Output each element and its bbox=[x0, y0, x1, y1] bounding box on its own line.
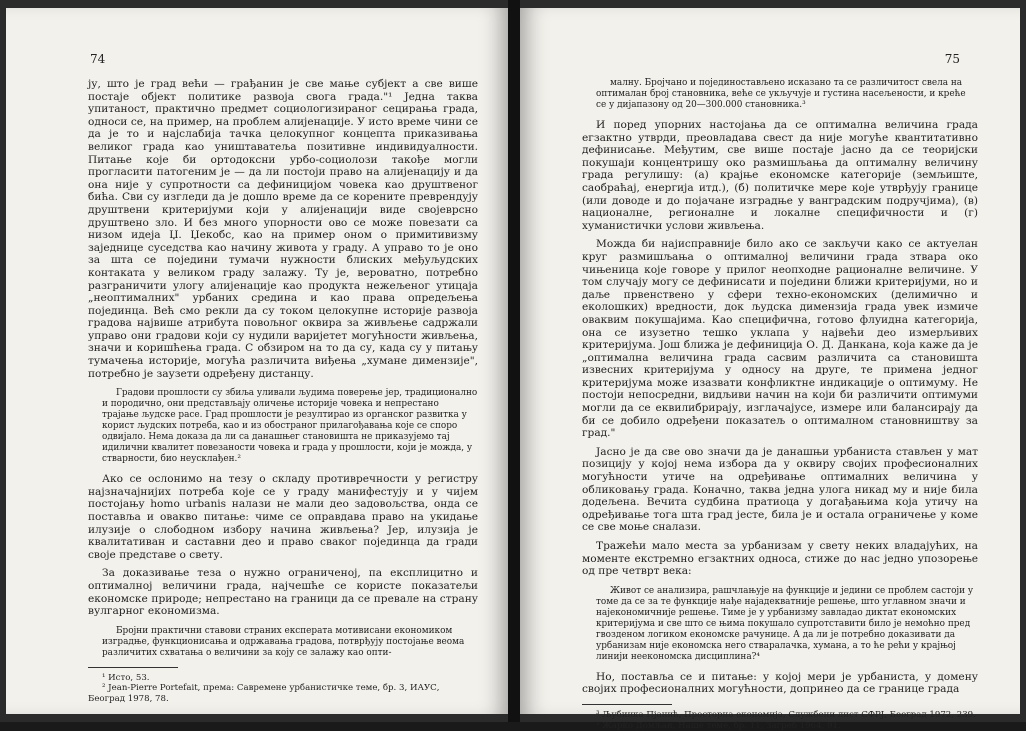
left-paragraph-1: ју, што је град већи — грађанин је све мање субјект а све више постаје објект политике развоја свога града."¹ Једна таква упитаност, практично предмет социологизираног сецирања града, односи се, на пример, на проблем алијенације. У исто време чини се да је то и најслабија тачка целокупног концепта приказивања великог града као уништаватеља позитивне индивидуалности. Питање које би ортодоксни урбо-социолози такође могли прогласити патогеним је — да ли постоји право на алијенацију и да она није у супротности са дефиницијом човека као друштвеног бића. Сви су изгледи да је дошло време да се корените преврендују друштвени критеријуми који у алијенацији виде својеврсно друштвено зло. И без много упорности ово се може повезати са низом идеја Џ. Џекобс, као на пример оном о примитивизму заједнице суседства као начину живота у граду. А управо то је оно за шта се поједини тумачи нужности блиских међуљудских контаката у великом граду залажу. Ту је, вероватно, потребно разграничити улогу алијенације као продукта нежељеног утицаја „неоптималних" урбаних средина и као права опредељења појединца. Већ смо рекли да су током целокупне историје развоја градова највише атрибута повољног оквира за живљење садржали управо они градови који су нудили варијетет могућности живљења, значи и коришћења града. С обзиром на то да су, када су у питању тумачења историје, могућа различита виђења „хумане димензије", потребно је заузети одређену дистанцу. bbox=[88, 78, 478, 380]
footnote-rule-left bbox=[88, 667, 178, 668]
footnote-3: ³ Љубинка Пјанић, Просторна економија, Службени лист СФРЈ, Београд 1972, 239. bbox=[596, 709, 976, 720]
right-paragraph-2: Можда би најисправније било ако се закључи како се актуелан круг размишљања о оптималној величини града зтвара око чињеница које говоре у прилог неопходне рационалне величине. У том случају могу се дефинисати и поједини ближи критеријуми, но и даље првенствено у сфери техно-економских (делимично и еколошких) вредности, док људска димензија града увек измиче оваквим покушајима. Као специфична, готово флуидна категорија, она се изузетно тешко уклапа у највећи део измерљивих критеријума. Још ближа је дефиниција О. Д. Данкана, која каже да је „оптимална величина града сасвим различита са становишта извесних критеријума у односу на друге, те примена једног критеријума може изазвати конфликтне индикације о оптимуму. Не постоји непосредни, видљиви начин на који би различити оптимуми могли да се еквилибрирају, изглачајусе, измере или балансирају да би се добило одређени показатељ о оптималном становништву за град." bbox=[582, 238, 978, 440]
left-quote-2: Бројни практични ставови страних експерата мотивисани економиком изградње, функционисања и одржавања градова, потврђују постојање веома различитих схватања о величини за коју се залажу као опти- bbox=[102, 625, 465, 658]
footnote-4: ⁴ Жарко Домљан, Наше теме, бр. 11, Загреб 1964, 91. bbox=[596, 720, 841, 731]
footnote-1: ¹ Исто, 53. bbox=[102, 672, 150, 683]
left-quote-1: Градови прошлости су збиља уливали људима поверење јер, традиционално и породично, они представљају оличење историје човека и непрестано трајање људске расе. Град прошлости је резултирао из органског развитка у корист људских потреба, као и из обостраног прилагођавања које се споро одвијало. Нема доказа да ли са данашњег становишта не приказујемо тај идилични квалитет повезаности човека и града у прошлости, који је можда, у стварности, био неусклађен.² bbox=[102, 388, 478, 465]
left-paragraph-3: За доказивање теза о нужно ограниченој, па експлицитно и оптималној величини града, најчешће се користе показатељи економске природе; непрестано на граници да се превале на страну вулгарног економизма. bbox=[88, 567, 478, 618]
page-number-left: 74 bbox=[90, 52, 106, 66]
right-quote-1: Живот се анализира, рашчлањује на функције и једини се проблем састоји у томе да се за те функције нађе најадекватније решење, што углавном значи и најекономичније решење. Тиме је у урбанизму завладао диктат економских критеријума и све што се њима покушало супротставити било је немоћно пред гвозденом логиком економске рачунице. А да ли је потребно доказивати да урбанизам није економска него стваралачка, хумана, а то ће рећи у крајњој линији неекономска дисциплина?⁴ bbox=[596, 585, 974, 662]
right-paragraph-1: И поред упорних настојања да се оптимална величина града егзактно утврди, преовладава свест да није могуће квантитативно дефинисање. Међутим, све више постаје јасно да се теоријски покушаји концентришу око размишљања да оптималну величину града регулишу: (а) крајње економске категорије (земљиште, саобраћај, енергија итд.), (б) политичке мере које утврђују границе (или доводе и до појачане изградње у ванградским подручјима), (в) националне, регионалне и локалне специфичности и (г) хуманистички услови живљења. bbox=[582, 119, 978, 232]
right-paragraph-3: Јасно је да све ово значи да је данашњи урбаниста стављен у мат позицију у којој нема избора да у оквиру својих професионалних могућности утиче на одређивање оптималних величина у обликовању града. Коначно, таква једна улога никад му и није била додељена. Вечита судбина пратиоца у догађањима која утичу на одређивање тога шта град јесте, била је и остала ограничење у коме се све моње сналази. bbox=[582, 445, 978, 534]
page-number-right: 75 bbox=[944, 52, 960, 66]
book-gutter bbox=[508, 0, 520, 722]
right-page bbox=[520, 8, 1020, 731]
right-page-text bbox=[582, 78, 978, 731]
left-page-text bbox=[88, 78, 478, 705]
left-page bbox=[6, 8, 508, 714]
footnote-2: ² Jean-Pierre Portefait, према: Савремене урбанистичке теме, бр. 3, ИАУС, Београд 1978, 78. bbox=[88, 683, 440, 704]
left-paragraph-2: Ако се ослонимо на тезу о складу противречности у регистру најзначајнијих потреба које се у граду манифестују и у чијем постојању homo urbanis налази не мали део задовољства, онда се поставља и овакво питање: чиме се оправдава право на укидање илузије о слободном избору начина живљења? Јер, илузија је квалитативан и саставни део и право сваког појединца да гради своје представе о свету. bbox=[88, 473, 478, 561]
right-paragraph-5: Но, поставља се и питање: у којој мери је урбаниста, у домену својих професионалних могућности, допринео да се границе града bbox=[582, 670, 978, 696]
right-paragraph-4: Тражећи мало места за урбанизам у свету неких владајућих, на моменте екстремно егзактних односа, стиже до нас једно упозорење од пре четврт века: bbox=[582, 540, 978, 578]
footnote-rule-right bbox=[582, 704, 672, 705]
right-quote-continuation: малну. Бројчано и појединостављено исказано та се различитост свела на оптималан број становника, веће се укључује и густина насељености, и креће се у дијапазону од 20—300.000 становника.³ bbox=[596, 78, 966, 110]
